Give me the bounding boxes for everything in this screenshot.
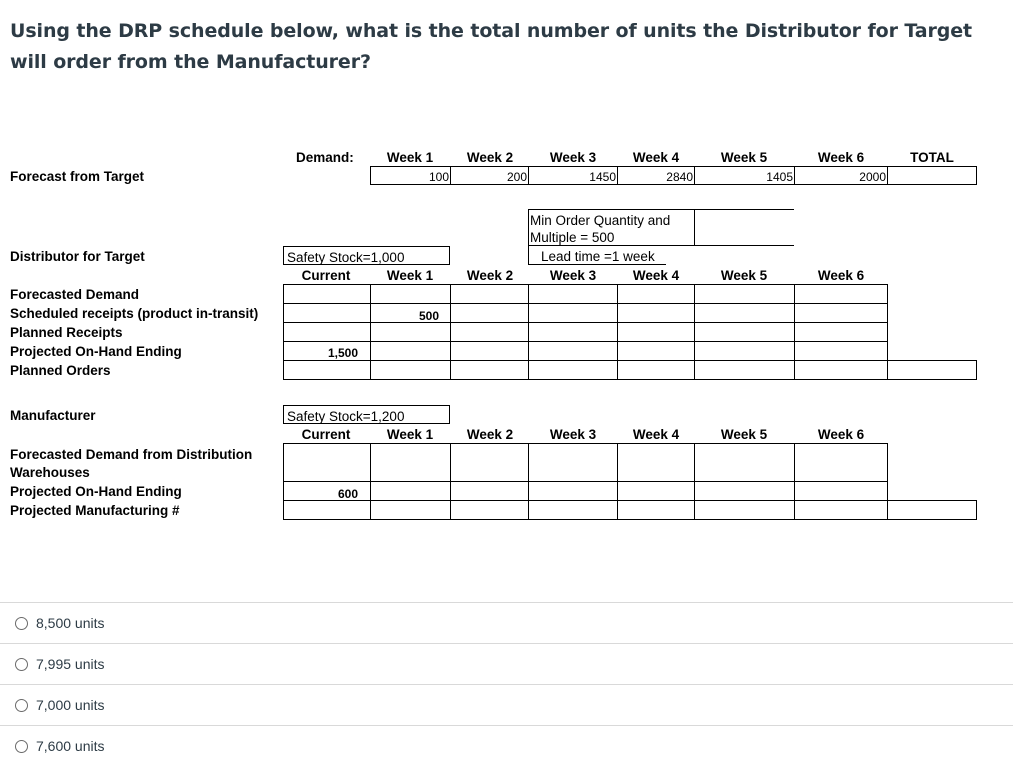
forecast-week-6-value: 2000 bbox=[859, 170, 886, 184]
forecast-week-1-value: 100 bbox=[428, 170, 449, 184]
demand-label: Demand: bbox=[296, 150, 354, 165]
answer-label: 7,600 units bbox=[36, 738, 105, 754]
manufacturer-week-1-header: Week 1 bbox=[386, 427, 434, 442]
scheduled-receipt-week-1: 500 bbox=[418, 309, 440, 323]
row-projected-manufacturing: Projected Manufacturing # bbox=[10, 503, 180, 518]
forecast-row-label: Forecast from Target bbox=[10, 169, 145, 184]
distributor-title: Distributor for Target bbox=[10, 249, 145, 264]
radio-button-icon[interactable] bbox=[15, 658, 28, 671]
manufacturer-week-6-header: Week 6 bbox=[817, 427, 865, 442]
radio-button-icon[interactable] bbox=[15, 699, 28, 712]
distributor-safety-stock: Safety Stock=1,000 bbox=[287, 250, 405, 265]
row-forecasted-demand-dw-line2: Warehouses bbox=[10, 465, 90, 480]
distributor-week-6-header: Week 6 bbox=[817, 268, 865, 283]
answer-label: 8,500 units bbox=[36, 615, 105, 631]
row-planned-receipts: Planned Receipts bbox=[10, 325, 123, 340]
forecast-week-5-header: Week 5 bbox=[720, 150, 768, 165]
distributor-current-on-hand: 1,500 bbox=[327, 346, 359, 360]
distributor-week-4-header: Week 4 bbox=[632, 268, 680, 283]
manufacturer-week-5-header: Week 5 bbox=[720, 427, 768, 442]
forecast-week-4-header: Week 4 bbox=[632, 150, 680, 165]
row-projected-on-hand: Projected On-Hand Ending bbox=[10, 344, 182, 359]
forecast-week-1-header: Week 1 bbox=[386, 150, 434, 165]
distributor-current-header: Current bbox=[301, 268, 351, 283]
manufacturer-week-4-header: Week 4 bbox=[632, 427, 680, 442]
row-scheduled-receipts: Scheduled receipts (product in-transit) bbox=[10, 306, 259, 321]
row-forecasted-demand-dw-line1: Forecasted Demand from Distribution bbox=[10, 447, 253, 462]
answer-option-1[interactable] bbox=[0, 602, 1013, 643]
forecast-week-2-header: Week 2 bbox=[466, 150, 514, 165]
answer-choices bbox=[0, 602, 1013, 766]
question-text: Using the DRP schedule below, what is the total number of units the Distributor for Target will order from the Manufacturer? bbox=[10, 20, 973, 73]
min-order-note-line1: Min Order Quantity and bbox=[530, 213, 671, 228]
answer-label: 7,000 units bbox=[36, 697, 105, 713]
manufacturer-title: Manufacturer bbox=[10, 408, 96, 423]
forecast-week-5-value: 1405 bbox=[766, 170, 793, 184]
answer-label: 7,995 units bbox=[36, 656, 105, 672]
manufacturer-safety-stock: Safety Stock=1,200 bbox=[287, 409, 405, 424]
manufacturer-week-3-header: Week 3 bbox=[549, 427, 597, 442]
answer-option-4[interactable] bbox=[0, 725, 1013, 766]
row-planned-orders: Planned Orders bbox=[10, 363, 111, 378]
radio-button-icon[interactable] bbox=[15, 617, 28, 630]
forecast-week-3-header: Week 3 bbox=[549, 150, 597, 165]
answer-option-3[interactable] bbox=[0, 684, 1013, 725]
forecast-week-4-value: 2840 bbox=[666, 170, 693, 184]
distributor-week-3-header: Week 3 bbox=[549, 268, 597, 283]
forecast-week-3-value: 1450 bbox=[589, 170, 616, 184]
manufacturer-current-header: Current bbox=[301, 427, 351, 442]
row-forecasted-demand: Forecasted Demand bbox=[10, 287, 140, 302]
distributor-week-5-header: Week 5 bbox=[720, 268, 768, 283]
manufacturer-week-2-header: Week 2 bbox=[466, 427, 514, 442]
min-order-note-line2: Multiple = 500 bbox=[530, 230, 615, 245]
forecast-week-6-header: Week 6 bbox=[817, 150, 865, 165]
manufacturer-current-on-hand: 600 bbox=[337, 487, 359, 501]
lead-time-note: Lead time =1 week bbox=[541, 249, 655, 264]
row-manufacturer-on-hand: Projected On-Hand Ending bbox=[10, 484, 182, 499]
forecast-week-2-value: 200 bbox=[506, 170, 527, 184]
radio-button-icon[interactable] bbox=[15, 740, 28, 753]
forecast-total-header: TOTAL bbox=[910, 150, 954, 165]
answer-option-2[interactable] bbox=[0, 643, 1013, 684]
distributor-week-1-header: Week 1 bbox=[386, 268, 434, 283]
distributor-week-2-header: Week 2 bbox=[466, 268, 514, 283]
